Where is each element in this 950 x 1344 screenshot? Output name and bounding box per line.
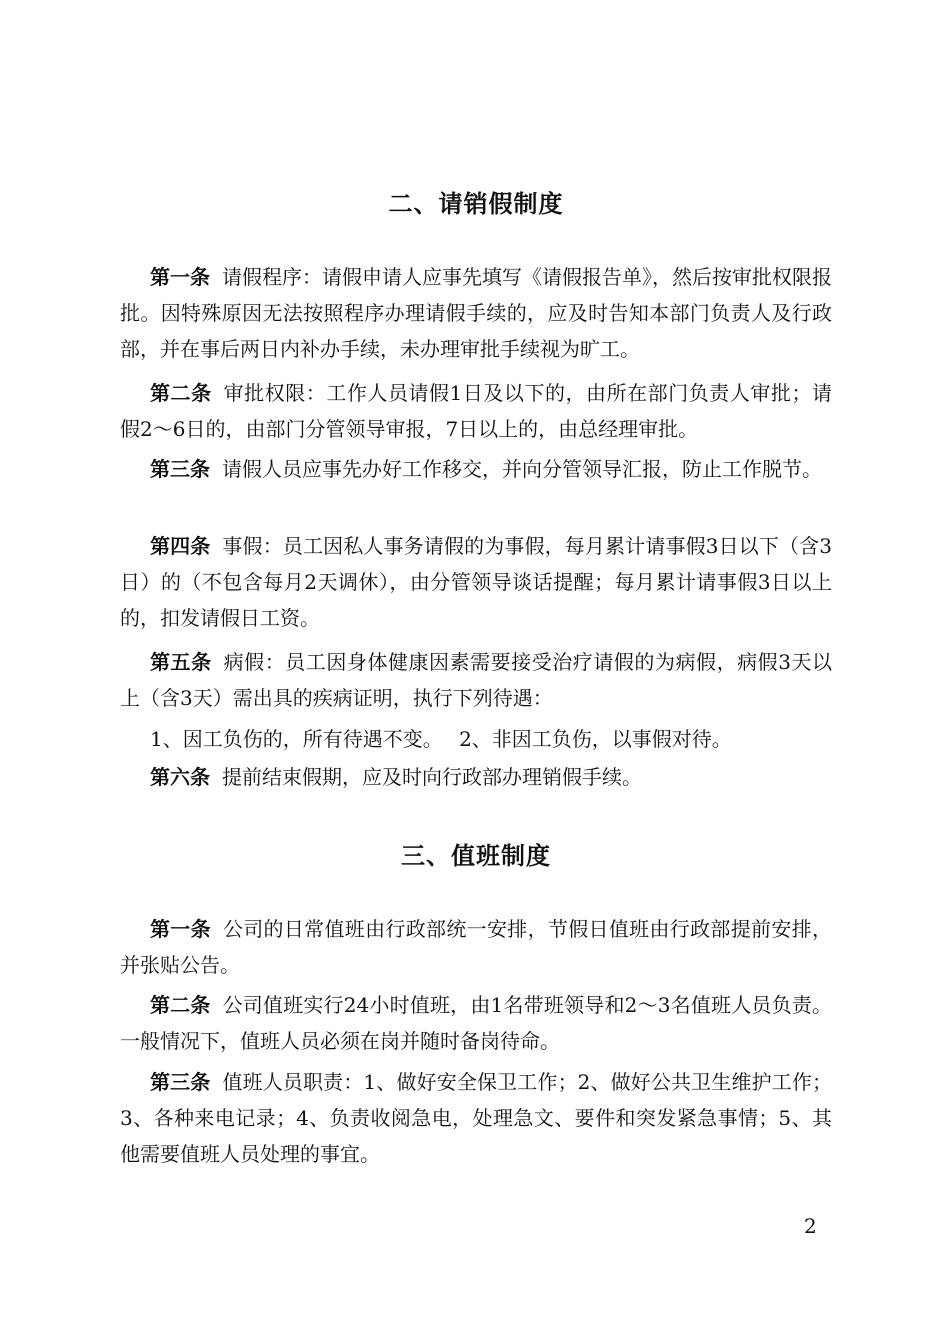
article-label: 第六条	[150, 765, 210, 789]
article-label: 第四条	[150, 534, 211, 558]
article-text: 公司的日常值班由行政部统一安排，节假日值班由行政部提前安排，并张贴公告。	[120, 917, 832, 977]
article-text: 提前结束假期，应及时向行政部办理销假手续。	[222, 765, 642, 789]
article-text: 请假人员应事先办好工作移交，并向分管领导汇报，防止工作脱节。	[222, 457, 822, 481]
article-label: 第一条	[150, 917, 211, 941]
duty-article-2	[120, 987, 832, 1059]
leave-article-1	[120, 259, 832, 367]
document-page	[120, 0, 832, 1344]
section-title-duty: 三、值班制度	[401, 842, 551, 870]
article-text: 请假程序：请假申请人应事先填写《请假报告单》，然后按审批权限报批。因特殊原因无法按照程序办理请假手续的，应及时告知本部门负责人及行政部，并在事后两日内补办手续，未办理审批手续视为旷工。	[120, 265, 832, 361]
duty-article-3	[120, 1064, 832, 1172]
article-label: 第三条	[150, 1070, 211, 1094]
article-label: 第三条	[150, 457, 210, 481]
article-text: 审批权限：工作人员请假1日及以下的，由所在部门负责人审批；请假2～6日的，由部门分管领导审报，7日以上的，由总经理审批。	[120, 381, 832, 441]
leave-article-5	[120, 644, 832, 716]
article-text: 1、因工负伤的，所有待遇不变。 2、非因工负伤，以事假对待。	[150, 727, 732, 751]
article-text: 病假：员工因身体健康因素需要接受治疗请假的为病假，病假3天以上（含3天）需出具的疾病证明，执行下列待遇：	[120, 650, 832, 710]
article-label: 第五条	[150, 650, 212, 674]
article-text: 值班人员职责：1、做好安全保卫工作；2、做好公共卫生维护工作；3、各种来电记录；4、负责收阅急电，处理急文、要件和突发紧急事情；5、其他需要值班人员处理的事宜。	[120, 1070, 833, 1166]
article-text: 公司值班实行24小时值班，由1名带班领导和2～3名值班人员负责。一般情况下，值班人员必须在岗并随时备岗待命。	[120, 993, 833, 1053]
page-number: 2	[804, 1214, 817, 1238]
article-text: 事假：员工因私人事务请假的为事假，每月累计请事假3日以下（含3日）的（不包含每月2天调休），由分管领导谈话提醒；每月累计请事假3日以上的，扣发请假日工资。	[120, 534, 833, 630]
duty-article-1	[120, 911, 832, 983]
article-label: 第一条	[150, 265, 210, 289]
leave-article-6	[120, 759, 832, 795]
article-label: 第二条	[150, 993, 211, 1017]
section-title-leave: 二、请销假制度	[388, 190, 564, 218]
leave-article-2	[120, 375, 832, 447]
leave-article-3	[120, 451, 832, 487]
leave-article-5-items	[120, 721, 832, 757]
article-label: 第二条	[150, 381, 212, 405]
leave-article-4	[120, 528, 832, 636]
